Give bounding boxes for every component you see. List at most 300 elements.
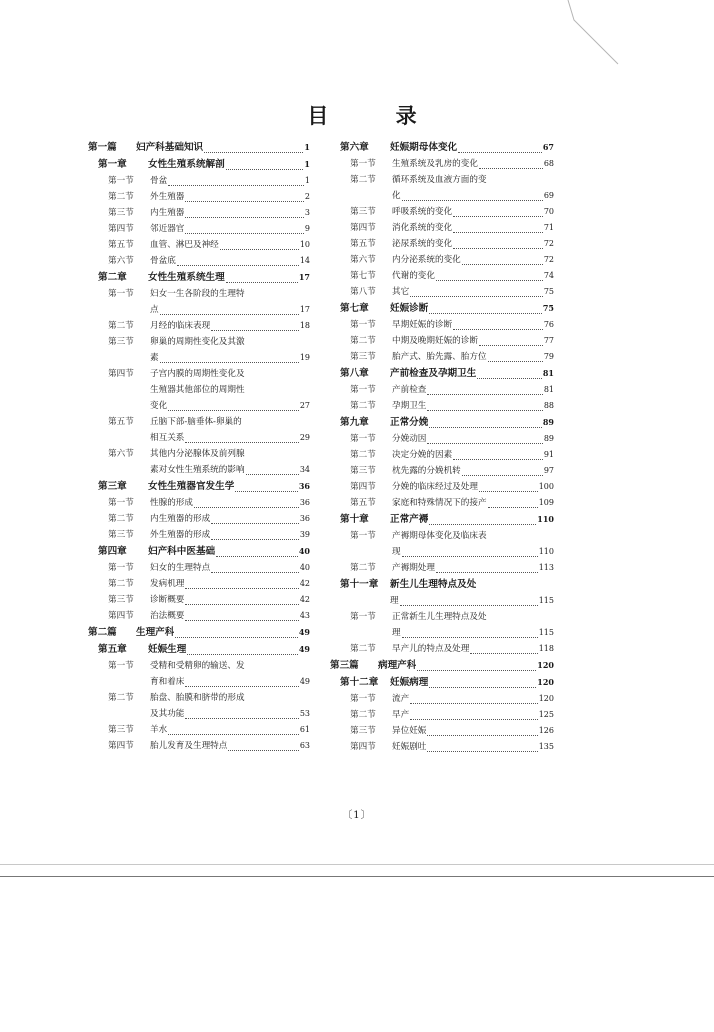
toc-entry-sec[interactable] (330, 317, 554, 333)
toc-entry-continuation[interactable] (330, 188, 554, 204)
toc-entry-number: 第五节 (350, 498, 376, 508)
toc-entry-title: 理 (390, 596, 399, 606)
leader-dots (458, 151, 542, 153)
toc-entry-page: 81 (542, 368, 554, 378)
leader-dots (177, 264, 299, 266)
toc-entry-title: 素对女性生殖系统的影响 (150, 465, 245, 475)
toc-entry-number: 第一节 (350, 531, 376, 541)
toc-entry-title: 外生殖器 (150, 192, 185, 202)
toc-entry-sec[interactable] (88, 738, 310, 754)
toc-entry-title: 内生殖器 (150, 208, 185, 218)
toc-entry-page: 3 (304, 208, 310, 217)
leader-dots (246, 473, 299, 475)
toc-entry-sec[interactable] (330, 739, 554, 755)
toc-entry-continuation[interactable] (88, 398, 310, 414)
toc-entry-sec[interactable] (88, 560, 310, 576)
toc-entry-sec[interactable] (330, 382, 554, 398)
toc-entry-sec[interactable] (330, 723, 554, 739)
leader-dots (436, 571, 538, 573)
toc-entry-page: 81 (543, 385, 554, 394)
toc-entry-page: 91 (543, 450, 554, 459)
scan-edge-mark (560, 0, 630, 70)
page-title: 目 录 (307, 104, 447, 128)
toc-entry-title: 妊娠剧吐 (392, 742, 427, 752)
toc-entry-chap[interactable] (88, 641, 310, 658)
leader-dots (185, 232, 304, 234)
toc-entry-title: 产前检查及孕期卫生 (390, 368, 477, 379)
toc-entry-sec[interactable] (330, 528, 554, 544)
toc-entry-sec[interactable] (330, 479, 554, 495)
toc-entry-title: 内分泌系统的变化 (392, 255, 461, 265)
toc-entry-title: 其他内分泌腺体及前列腺 (150, 449, 245, 459)
toc-entry-page: 75 (542, 303, 554, 313)
toc-entry-page: 40 (298, 546, 310, 556)
toc-entry-sec[interactable] (88, 189, 310, 205)
toc-entry-continuation[interactable] (88, 674, 310, 690)
toc-entry-sec[interactable] (88, 414, 310, 430)
toc-entry-title: 治法概要 (150, 611, 185, 621)
toc-entry-continuation[interactable] (88, 382, 310, 398)
toc-entry-title: 月经的临床表现 (150, 321, 211, 331)
toc-entry-sec[interactable] (330, 691, 554, 707)
leader-dots (427, 442, 542, 444)
leader-dots (410, 718, 538, 720)
toc-entry-sec[interactable] (330, 349, 554, 365)
toc-entry-part[interactable] (330, 657, 554, 674)
toc-entry-sec[interactable] (88, 722, 310, 738)
toc-entry-chap[interactable] (88, 478, 310, 495)
scan-rule-top (0, 864, 714, 865)
toc-entry-title: 子宫内膜的周期性变化及 (150, 369, 245, 379)
toc-entry-sec[interactable] (330, 204, 554, 220)
toc-entry-page: 42 (299, 595, 310, 604)
leader-dots (479, 167, 543, 169)
toc-entry-number: 第二节 (350, 401, 376, 411)
toc-entry-title: 代谢的变化 (392, 271, 435, 281)
toc-left-column (88, 139, 310, 754)
toc-entry-title: 泌尿系统的变化 (392, 239, 453, 249)
toc-entry-sec[interactable] (330, 172, 554, 188)
toc-entry-sec[interactable] (88, 592, 310, 608)
toc-entry-title: 妇产科基础知识 (136, 142, 204, 153)
toc-entry-title: 消化系统的变化 (392, 223, 453, 233)
toc-entry-page: 34 (299, 465, 310, 474)
toc-entry-chap[interactable] (88, 543, 310, 560)
toc-entry-title: 生殖系统及乳房的变化 (392, 159, 478, 169)
toc-entry-page: 97 (543, 466, 554, 475)
leader-dots (479, 490, 538, 492)
toc-entry-sec[interactable] (88, 286, 310, 302)
toc-entry-title: 分娩动因 (392, 434, 427, 444)
toc-entry-page: 100 (538, 482, 554, 491)
toc-entry-title: 相互关系 (150, 433, 185, 443)
leader-dots (187, 653, 297, 655)
toc-entry-page: 43 (299, 611, 310, 620)
toc-entry-page: 77 (543, 336, 554, 345)
toc-entry-title: 枕先露的分娩机转 (392, 466, 461, 476)
toc-entry-page: 9 (304, 224, 310, 233)
toc-entry-chap[interactable] (88, 156, 310, 173)
toc-entry-number: 第二节 (350, 644, 376, 654)
page-number: 〔1〕 (342, 810, 372, 821)
toc-entry-page: 14 (299, 256, 310, 265)
toc-entry-title: 女性生殖系统生理 (148, 272, 225, 283)
toc-entry-page: 39 (299, 530, 310, 539)
toc-entry-part[interactable] (88, 624, 310, 641)
toc-entry-chap[interactable] (88, 269, 310, 286)
toc-entry-number: 第一节 (350, 612, 376, 622)
toc-entry-page: 71 (543, 223, 554, 232)
toc-entry-sec[interactable] (330, 252, 554, 268)
toc-entry-number: 第二节 (350, 450, 376, 460)
toc-entry-title: 异位妊娠 (392, 726, 427, 736)
toc-entry-number: 第三节 (350, 726, 376, 736)
toc-entry-title: 素 (150, 353, 159, 363)
toc-entry-page: 135 (538, 742, 554, 751)
toc-entry-sec[interactable] (88, 527, 310, 543)
leader-dots (477, 377, 542, 379)
toc-entry-continuation[interactable] (88, 350, 310, 366)
leader-dots (429, 426, 541, 428)
toc-entry-page: 1 (304, 142, 310, 152)
toc-entry-page: 126 (538, 726, 554, 735)
leader-dots (185, 685, 298, 687)
toc-entry-sec[interactable] (330, 284, 554, 300)
toc-entry-title: 生理产科 (136, 627, 175, 638)
toc-entry-chap[interactable] (330, 511, 554, 528)
toc-entry-sec[interactable] (330, 156, 554, 172)
leader-dots (168, 409, 299, 411)
toc-entry-sec[interactable] (88, 495, 310, 511)
leader-dots (479, 344, 543, 346)
toc-entry-title: 骨盆 (150, 176, 168, 186)
toc-entry-page: 110 (538, 547, 554, 556)
toc-entry-title: 产褥期处理 (392, 563, 435, 573)
toc-entry-page: 42 (299, 579, 310, 588)
leader-dots (226, 281, 298, 283)
leader-dots (220, 248, 299, 250)
toc-entry-sec[interactable] (330, 268, 554, 284)
toc-entry-title: 孕期卫生 (392, 401, 427, 411)
toc-entry-title: 羊水 (150, 725, 168, 735)
toc-entry-number: 第二节 (350, 336, 376, 346)
toc-entry-title: 病理产科 (378, 660, 417, 671)
leader-dots (402, 555, 538, 557)
toc-entry-sec[interactable] (330, 609, 554, 625)
toc-entry-sec[interactable] (330, 431, 554, 447)
toc-entry-page: 125 (538, 710, 554, 719)
toc-entry-page: 29 (299, 433, 310, 442)
leader-dots (488, 360, 543, 362)
toc-entry-page: 17 (298, 272, 310, 282)
toc-entry-title: 家庭和特殊情况下的接产 (392, 498, 487, 508)
leader-dots (453, 328, 543, 330)
toc-entry-sec[interactable] (88, 173, 310, 189)
toc-entry-page: 68 (543, 159, 554, 168)
toc-entry-page: 36 (299, 498, 310, 507)
toc-entry-sec[interactable] (330, 236, 554, 252)
toc-entry-title: 及其功能 (150, 709, 185, 719)
toc-entry-number: 第十二章 (340, 677, 379, 688)
toc-entry-number: 第四节 (108, 741, 134, 751)
leader-dots (429, 523, 536, 525)
toc-entry-number: 第一节 (350, 159, 376, 169)
toc-entry-sec[interactable] (88, 237, 310, 253)
toc-entry-number: 第三篇 (330, 660, 359, 671)
toc-entry-sec[interactable] (330, 447, 554, 463)
toc-entry-continuation[interactable] (330, 625, 554, 641)
toc-entry-title: 妊娠诊断 (390, 303, 429, 314)
toc-entry-continuation[interactable] (88, 430, 310, 446)
toc-entry-title: 正常新生儿生理特点及处 (392, 612, 487, 622)
leader-dots (427, 409, 542, 411)
toc-entry-number: 第三节 (108, 530, 134, 540)
toc-entry-number: 第一节 (350, 434, 376, 444)
toc-entry-title: 骨盆底 (150, 256, 176, 266)
leader-dots (216, 555, 298, 557)
toc-entry-number: 第二节 (108, 192, 134, 202)
toc-entry-page: 49 (298, 627, 310, 637)
toc-entry-chap[interactable] (330, 300, 554, 317)
toc-entry-sec[interactable] (330, 495, 554, 511)
toc-entry-number: 第一节 (108, 661, 134, 671)
toc-entry-number: 第四节 (108, 611, 134, 621)
toc-entry-number: 第四节 (350, 223, 376, 233)
leader-dots (400, 604, 538, 606)
toc-entry-number: 第二节 (108, 514, 134, 524)
leader-dots (168, 733, 299, 735)
leader-dots (185, 603, 298, 605)
toc-entry-number: 第二篇 (88, 627, 117, 638)
toc-entry-chap[interactable] (330, 139, 554, 156)
toc-entry-page: 10 (299, 240, 310, 249)
toc-entry-title: 胎儿发育及生理特点 (150, 741, 228, 751)
toc-entry-sec[interactable] (88, 205, 310, 221)
toc-entry-title: 中期及晚期妊娠的诊断 (392, 336, 478, 346)
toc-entry-sec[interactable] (330, 333, 554, 349)
leader-dots (235, 490, 298, 492)
toc-entry-continuation[interactable] (330, 593, 554, 609)
toc-entry-number: 第三节 (350, 352, 376, 362)
toc-entry-sec[interactable] (330, 707, 554, 723)
toc-entry-number: 第八节 (350, 287, 376, 297)
leader-dots (429, 312, 541, 314)
toc-entry-number: 第二节 (350, 175, 376, 185)
toc-entry-sec[interactable] (330, 220, 554, 236)
toc-entry-title: 妇女一生各阶段的生理特 (150, 289, 245, 299)
toc-entry-sec[interactable] (330, 398, 554, 414)
toc-entry-page: 17 (299, 305, 310, 314)
leader-dots (175, 636, 297, 638)
toc-entry-number: 第五章 (98, 644, 127, 655)
toc-entry-number: 第七节 (350, 271, 376, 281)
toc-right-column (330, 139, 554, 755)
toc-entry-number: 第五节 (350, 239, 376, 249)
leader-dots (194, 506, 299, 508)
toc-entry-sec[interactable] (88, 334, 310, 350)
leader-dots (185, 717, 298, 719)
leader-dots (211, 522, 299, 524)
toc-entry-page: 72 (543, 239, 554, 248)
toc-entry-continuation[interactable] (88, 462, 310, 478)
toc-entry-number: 第六节 (108, 256, 134, 266)
toc-entry-sec[interactable] (88, 446, 310, 462)
toc-entry-number: 第四节 (350, 742, 376, 752)
toc-entry-page: 27 (299, 401, 310, 410)
toc-entry-title: 理 (392, 628, 401, 638)
toc-entry-number: 第七章 (340, 303, 369, 314)
toc-entry-page: 1 (304, 159, 310, 169)
toc-entry-number: 第九章 (340, 417, 369, 428)
toc-entry-page: 72 (543, 255, 554, 264)
toc-entry-number: 第一节 (350, 320, 376, 330)
toc-entry-title: 受精和受精卵的输送、发 (150, 661, 245, 671)
toc-entry-sec[interactable] (88, 690, 310, 706)
toc-entry-number: 第一节 (108, 563, 134, 573)
toc-entry-title: 分娩的临床经过及处理 (392, 482, 478, 492)
toc-entry-number: 第六节 (350, 255, 376, 265)
toc-entry-title: 妊娠期母体变化 (390, 142, 458, 153)
toc-entry-page: 89 (543, 434, 554, 443)
toc-entry-page: 63 (299, 741, 310, 750)
toc-entry-title: 育和着床 (150, 677, 185, 687)
leader-dots (470, 652, 537, 654)
toc-entry-title: 其它 (392, 287, 410, 297)
leader-dots (462, 263, 543, 265)
toc-entry-title: 诊断概要 (150, 595, 185, 605)
toc-entry-number: 第二节 (108, 321, 134, 331)
leader-dots (462, 474, 543, 476)
toc-entry-page: 18 (299, 321, 310, 330)
toc-entry-sec[interactable] (330, 560, 554, 576)
toc-entry-title: 邻近器官 (150, 224, 185, 234)
toc-entry-page: 120 (537, 660, 554, 670)
leader-dots (228, 749, 298, 751)
toc-entry-number: 第五节 (108, 417, 134, 427)
toc-entry-number: 第一篇 (88, 142, 117, 153)
toc-entry-number: 第三节 (350, 207, 376, 217)
toc-entry-title: 发病机理 (150, 579, 185, 589)
toc-entry-sec[interactable] (88, 318, 310, 334)
toc-entry-continuation[interactable] (88, 706, 310, 722)
leader-dots (488, 506, 538, 508)
toc-entry-number: 第二节 (108, 579, 134, 589)
toc-entry-number: 第二节 (350, 563, 376, 573)
toc-entry-number: 第一节 (108, 289, 134, 299)
leader-dots (226, 168, 304, 170)
toc-entry-continuation[interactable] (330, 544, 554, 560)
toc-entry-number: 第四节 (108, 369, 134, 379)
toc-entry-page: 49 (299, 677, 310, 686)
toc-entry-title: 卵巢的周期性变化及其激 (150, 337, 245, 347)
toc-entry-number: 第二节 (108, 693, 134, 703)
toc-entry-page: 113 (538, 563, 554, 572)
toc-entry-title: 早产儿的特点及处理 (392, 644, 470, 654)
leader-dots (211, 329, 299, 331)
toc-entry-chap[interactable] (330, 674, 554, 691)
toc-entry-page: 53 (299, 709, 310, 718)
toc-entry-number: 第一节 (350, 694, 376, 704)
toc-entry-title: 新生儿生理特点及处 (390, 579, 477, 590)
toc-entry-number: 第一节 (350, 385, 376, 395)
toc-entry-page: 118 (538, 644, 554, 653)
toc-entry-part[interactable] (88, 139, 310, 156)
toc-entry-sec[interactable] (330, 641, 554, 657)
leader-dots (160, 361, 299, 363)
toc-entry-sec[interactable] (88, 511, 310, 527)
leader-dots (168, 184, 304, 186)
leader-dots (211, 571, 299, 573)
toc-entry-title: 产前检查 (392, 385, 427, 395)
toc-entry-page: 109 (538, 498, 554, 507)
toc-entry-number: 第四章 (98, 546, 127, 557)
toc-entry-page: 2 (304, 192, 310, 201)
toc-entry-number: 第六节 (108, 449, 134, 459)
toc-entry-title: 化 (392, 191, 401, 201)
leader-dots (429, 686, 536, 688)
toc-entry-sec[interactable] (88, 366, 310, 382)
toc-entry-number: 第三节 (350, 466, 376, 476)
toc-entry-chap[interactable] (330, 414, 554, 431)
toc-entry-title: 产褥期母体变化及临床表 (392, 531, 487, 541)
toc-entry-title: 决定分娩的因素 (392, 450, 453, 460)
toc-entry-number: 第三节 (108, 208, 134, 218)
toc-entry-chap[interactable] (330, 576, 554, 593)
toc-entry-page: 67 (542, 142, 554, 152)
toc-entry-title: 早期妊娠的诊断 (392, 320, 453, 330)
toc-entry-sec[interactable] (330, 463, 554, 479)
toc-entry-title: 妇女的生理特点 (150, 563, 211, 573)
toc-entry-page: 75 (543, 287, 554, 296)
toc-entry-title: 流产 (392, 694, 410, 704)
leader-dots (453, 231, 543, 233)
toc-entry-page: 36 (298, 481, 310, 491)
toc-entry-sec[interactable] (88, 576, 310, 592)
toc-entry-sec[interactable] (88, 658, 310, 674)
toc-entry-number: 第十一章 (340, 579, 379, 590)
toc-entry-sec[interactable] (88, 608, 310, 624)
leader-dots (453, 458, 543, 460)
toc-entry-number: 第十章 (340, 514, 369, 525)
toc-entry-title: 妇产科中医基础 (148, 546, 216, 557)
leader-dots (185, 200, 304, 202)
leader-dots (427, 750, 537, 752)
toc-entry-number: 第四节 (108, 224, 134, 234)
toc-entry-title: 丘脑下部-脑垂体-卵巢的 (150, 417, 242, 427)
toc-entry-sec[interactable] (88, 253, 310, 269)
leader-dots (436, 279, 543, 281)
leader-dots (185, 216, 304, 218)
scan-rule-bottom (0, 876, 714, 877)
toc-entry-title: 内生殖器的形成 (150, 514, 211, 524)
toc-entry-chap[interactable] (330, 365, 554, 382)
toc-entry-sec[interactable] (88, 221, 310, 237)
leader-dots (211, 538, 299, 540)
toc-entry-page: 40 (299, 563, 310, 572)
toc-entry-number: 第三章 (98, 481, 127, 492)
leader-dots (185, 441, 298, 443)
toc-entry-number: 第一节 (108, 176, 134, 186)
leader-dots (410, 295, 543, 297)
toc-entry-number: 第六章 (340, 142, 369, 153)
toc-entry-page: 61 (299, 725, 310, 734)
toc-entry-page: 69 (543, 191, 554, 200)
toc-entry-continuation[interactable] (88, 302, 310, 318)
toc-entry-title: 女性生殖器官发生学 (148, 481, 235, 492)
toc-entry-title: 正常产褥 (390, 514, 429, 525)
toc-entry-title: 女性生殖系统解剖 (148, 159, 225, 170)
leader-dots (417, 669, 536, 671)
